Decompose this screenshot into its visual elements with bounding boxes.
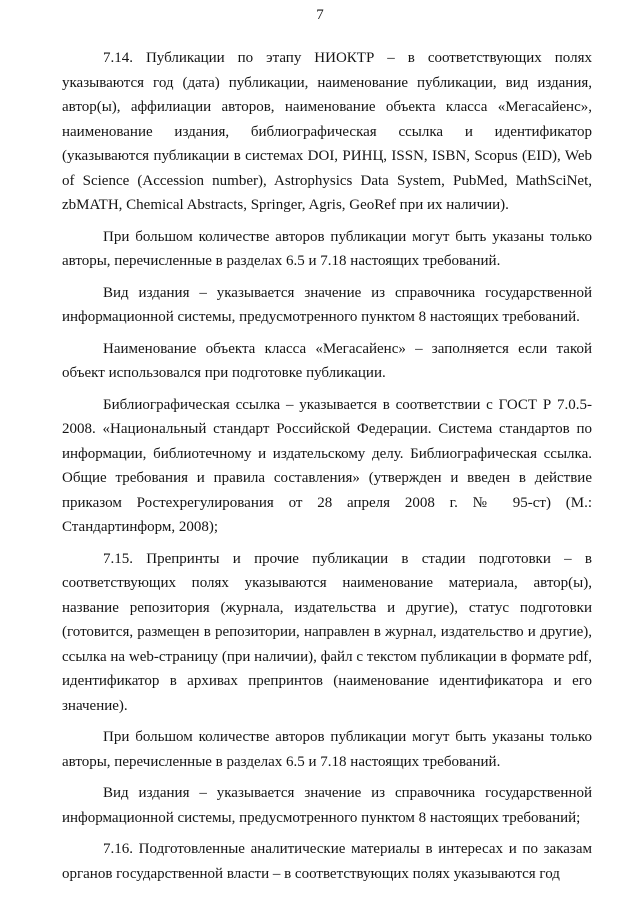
paragraph-7-16: 7.16. Подготовленные аналитические материалы в интересах и по заказам органов государственной власти – в соответствующих полях указываются год [62,841,592,882]
paragraph-7-14-megascience: Наименование объекта класса «Мегасайенс» – заполняется если такой объект использовался при подготовке публикации. [62,340,592,381]
paragraph-7-14-authors-note: При большом количестве авторов публикации могут быть указаны только авторы, перечисленные в разделах 6.5 и 7.18 настоящих требований. [62,228,592,269]
paragraph-7-15: 7.15. Препринты и прочие публикации в стадии подготовки – в соответствующих полях указываются наименование материала, автор(ы), название репозитория (журнала, издательства и другие), статус подготовки (готовится, размещен в репозитории, направлен в журнал, издательство и другие), ссылка на web-страницу (при наличии), файл с текстом публикации в формате pdf, идентификатор в архивах препринтов (наименование идентификатора и его значение). [62,550,592,714]
page-number: 7 [316,7,324,23]
paragraph-7-15-edition-type: Вид издания – указывается значение из справочника государственной информационной системы, предусмотренного пунктом 8 настоящих требований; [62,785,592,826]
document-body [62,46,592,893]
paragraph-7-14-edition-type: Вид издания – указывается значение из справочника государственной информационной системы, предусмотренного пунктом 8 настоящих требований. [62,284,592,325]
paragraph-7-15-authors-note: При большом количестве авторов публикации могут быть указаны только авторы, перечисленные в разделах 6.5 и 7.18 настоящих требований. [62,729,592,770]
paragraph-7-14: 7.14. Публикации по этапу НИОКТР – в соответствующих полях указываются год (дата) публикации, наименование публикации, вид издания, автор(ы), аффилиации авторов, наименование объекта класса «Мегасайенс», наименование издания, библиографическая ссылка и идентификатор (указываются публикации в системах DOI, РИНЦ, ISSN, ISBN, Scopus (EID), Web of Science (Accession number), Astrophysics Data System, PubMed, MathSciNet, zbMATH, Chemical Abstracts, Springer, Agris, GeoRef при их наличии). [62,50,592,213]
paragraph-7-14-bibliographic-reference: Библиографическая ссылка – указывается в соответствии с ГОСТ Р 7.0.5-2008. «Национальный стандарт Российской Федерации. Система стандартов по информации, библиотечному и издательскому делу. Библиографическая ссылка. Общие требования и правила составления» (утвержден и введен в действие приказом Ростехрегулирования от 28 апреля 2008 г. № 95-ст) (М.: Стандартинформ, 2008); [62,396,592,535]
